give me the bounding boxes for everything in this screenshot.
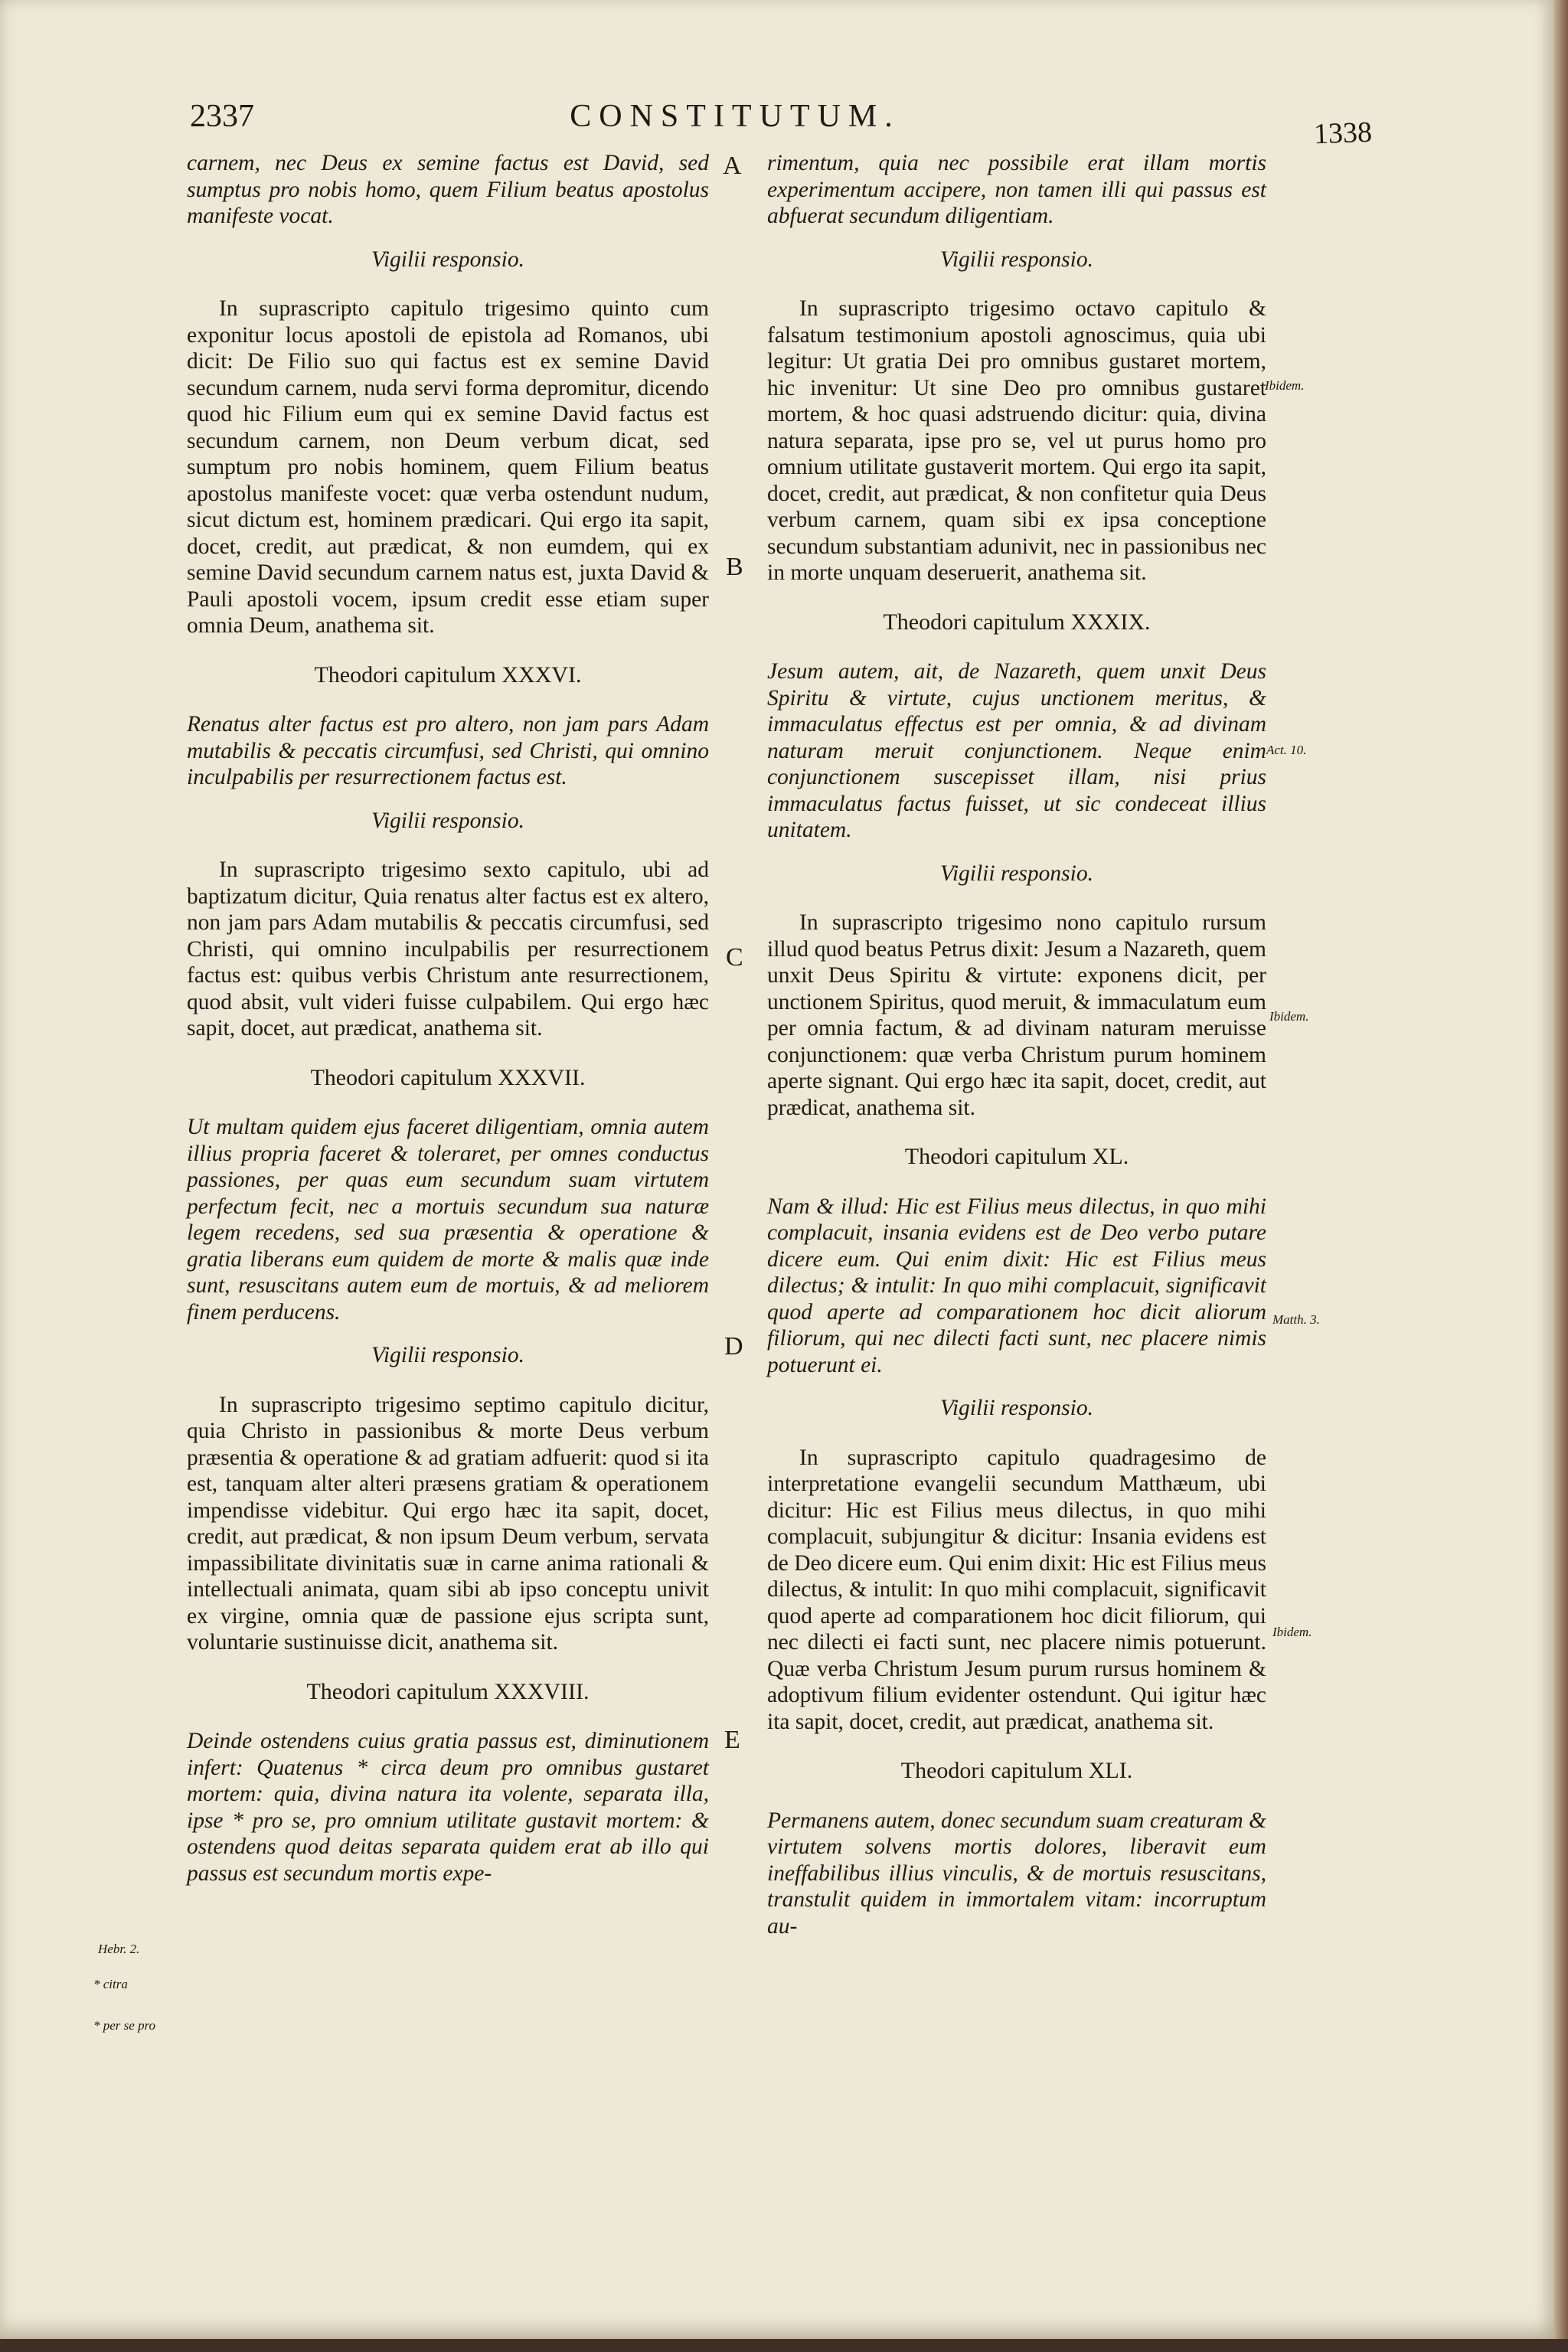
section-letter-e: E [724,1726,740,1754]
chapter-quote: Deinde ostendens cuius gratia passus est, diminutionem infert: Quatenus * circa deum pro omnibus gustaret mortem: quia, divina natura ita volente, separata illa, ipse * pro se, pro omnium utilitate gustavit mortem: & ostendens quod deitas separata quidem erat ab illo qui passus est secundum mortis expe- [187,1729,709,1886]
page-edge-right [1554,0,1568,2352]
responsio-paragraph: In suprascripto capitulo trigesimo quinto cum exponitur locus apostoli de epistola ad Romanos, ubi dicit: De Filio suo qui factus est ex semine David secundum carnem, nuda servi forma depromitur, dicendo quod hic Filium eum qui ex semine David factus est secundum carnem, non Deum verbum dicat, sed sumptum pro nobis hominem, quem Filium beatus apostolus manifeste vocet: quæ verba ostendunt nudum, sicut dictum est, hominem prædicari. Qui ergo ita sapit, docet, credit, aut prædicat, & non eumdem, qui ex semine David secundum carnem natus est, juxta David & Pauli apostoli vocem, ipsum credit esse etiam super omnia Deum, anathema sit. [187,296,709,638]
responsio-paragraph: In suprascripto capitulo quadragesimo de interpretatione evangelii secundum Matthæum, ubi dicitur: Hic est Filius meus dilectus, in quo mihi complacuit, subjungitur & dicitur: Insania evidens est de Deo dicere eum. Qui enim dixit: Hic est Filius meus dilectus, & intulit: In quo mihi complacuit, significavit quod aperte ad comparationem hoc dicit filiorum, qui nec dilecti ei facti sunt, nec placere nimis potuerunt. Quæ verba Christum Jesum purum rursus hominem & adoptivum filium evidenter ostendunt. Qui igitur hæc ita sapit, docet, credit, aut prædicat, anathema sit. [767,1445,1266,1734]
section-letter-c: C [726,943,743,972]
continued-quote: rimentum, quia nec possibile erat illam mortis experimentum accipere, non tamen illi qui passus est abfuerat secundum diligentiam. [767,151,1266,228]
page-number-left: 2337 [190,99,254,134]
chapter-quote: Ut multam quidem ejus faceret diligentiam, omnia autem illius propria faceret & toleraret, per omnes conductus passiones, per quas eum secundum suam virtutem perfectum fecit, nec a mortuis secundum sua naturæ legem recedens, sed sua præsentia & operatione & gratia liberans eum quidem de morte & malis quæ inde sunt, resuscitans autem eum de mortuis, & ad meliorem finem perducens. [187,1115,709,1325]
responsio-heading: Vigilii responsio. [940,247,1093,272]
margin-note-matth: Matth. 3. [1272,1312,1320,1327]
chapter-heading-xli: Theodori capitulum XLI. [900,1758,1133,1783]
chapter-quote: Renatus alter factus est pro altero, non jam pars Adam mutabilis & peccatis circumfusi, sed Christi, qui omnino inculpabilis per resurrectionem factus est. [187,712,709,789]
responsio-paragraph: In suprascripto trigesimo nono capitulo rursum illud quod beatus Petrus dixit: Jesum a Nazareth, quem unxit Deus Spiritu & virtute: exponens dicit, per unctionem Spiritus, quod meruit, & immaculatum eum per omnia factum, & ad divinam naturam meruisse conjunctionem: quæ verba Christum purum hominem aperte signant. Qui ergo hæc ita sapit, docet, credit, aut prædicat, anathema sit. [767,910,1266,1120]
responsio-heading: Vigilii responsio. [371,1343,524,1367]
chapter-heading-xxxvi: Theodori capitulum XXXVI. [314,662,582,688]
responsio-heading: Vigilii responsio. [371,808,524,833]
margin-note-ibidem-2: Ibidem. [1269,1009,1309,1024]
margin-note-citra: * citra [93,1977,128,1991]
margin-note-hebr: Hebr. 2. [98,1942,140,1956]
section-letter-a: A [723,152,742,180]
section-letter-b: B [726,553,743,581]
right-column [767,150,1266,1955]
continued-quote: carnem, nec Deus ex semine factus est David, sed sumptus pro nobis homo, quem Filium beatus apostolus manifeste vocat. [187,151,709,228]
chapter-heading-xl: Theodori capitulum XL. [904,1144,1129,1169]
margin-note-per-se-pro: * per se pro [93,2018,156,2033]
left-column [187,150,709,1902]
responsio-paragraph: In suprascripto trigesimo octavo capitulo & falsatum testimonium apostoli agnoscimus, quia ubi legitur: Ut gratia Dei pro omnibus gustaret mortem, hic invenitur: Ut sine Deo pro omnibus gustaret mortem, & hoc quasi adstruendo dicitur: quia, divina natura separata, ipse pro se, vel ut purus homo pro omnium utilitate gustaverit mortem. Qui ergo ita sapit, docet, credit, aut prædicat, & non confitetur quia Deus verbum carnem, quam sibi ex ipsa conceptione secundum substantiam adunivit, nec in passionibus nec in morte unquam deseruerit, anathema sit. [767,296,1266,585]
chapter-quote: Jesum autem, ait, de Nazareth, quem unxit Deus Spiritu & virtute, cujus unctionem meritus, & immaculatus effectus est per omnia, & ad divinam naturam meruit conjunctionem. Neque enim conjunctionem suscepisset illam, nisi prius immaculatus factus fuisset, ut sic condeceat illius unitatem. [767,659,1266,842]
chapter-quote: Nam & illud: Hic est Filius meus dilectus, in quo mihi complacuit, insania evidens est de Deo verbo putare dicere eum. Qui enim dixit: Hic est Filius meus dilectus; & intulit: In quo mihi complacuit, significavit quod aperte ad comparationem hoc dicit aliorum filiorum, qui nec dilecti facti sunt, nec placere nimis potuerunt ei. [767,1194,1266,1377]
responsio-paragraph: In suprascripto trigesimo sexto capitulo, ubi ad baptizatum dicitur, Quia renatus alter factus est ex altero, non jam pars Adam mutabilis & peccatis circumfusi, sed Christi, qui omnino inculpabilis per resurrectionem factus est: quibus verbis Christum ante resurrectionem, quod absit, vult videri fuisse culpabilem. Qui ergo hæc sapit, docet, aut prædicat, anathema sit. [187,858,709,1040]
running-title: CONSTITUTUM. [570,99,900,134]
chapter-quote: Permanens autem, donec secundum suam creaturam & virtutem solvens mortis dolores, liberavit eum ineffabilibus illius vinculis, & de mortuis resuscitans, transtulit quidem in immortalem vitam: incorruptum au- [767,1808,1266,1939]
page-number-right: 1338 [1313,116,1373,151]
margin-note-act: Act. 10. [1266,743,1307,757]
margin-note-ibidem-1: Ibidem. [1265,378,1305,393]
responsio-heading: Vigilii responsio. [940,1396,1093,1420]
responsio-heading: Vigilii responsio. [940,861,1093,886]
page-edge-bottom [0,2339,1568,2352]
responsio-paragraph: In suprascripto trigesimo septimo capitulo dicitur, quia Christo in passionibus & morte Deus verbum præsentia & operatione & ad gratiam adfuerit: quod si ita est, tanquam alter alteri præsens gratiam & operationem impendisse videbitur. Qui ergo hæc ita sapit, docet, credit, aut prædicat, & non ipsum Deum verbum, servata impassibilitate divinitatis suæ in carne anima rationali & intellectuali animata, quam sibi ab ipso conceptu univit ex virgine, omnia quæ de passione ejus scripta sunt, voluntarie sustinuisse dicit, anathema sit. [187,1392,709,1655]
section-letter-d: D [724,1332,743,1361]
chapter-heading-xxxviii: Theodori capitulum XXXVIII. [306,1678,590,1704]
responsio-heading: Vigilii responsio. [371,247,524,272]
margin-note-ibidem-3: Ibidem. [1272,1625,1312,1639]
chapter-heading-xxxix: Theodori capitulum XXXIX. [883,609,1151,635]
chapter-heading-xxxvii: Theodori capitulum XXXVII. [310,1064,586,1090]
